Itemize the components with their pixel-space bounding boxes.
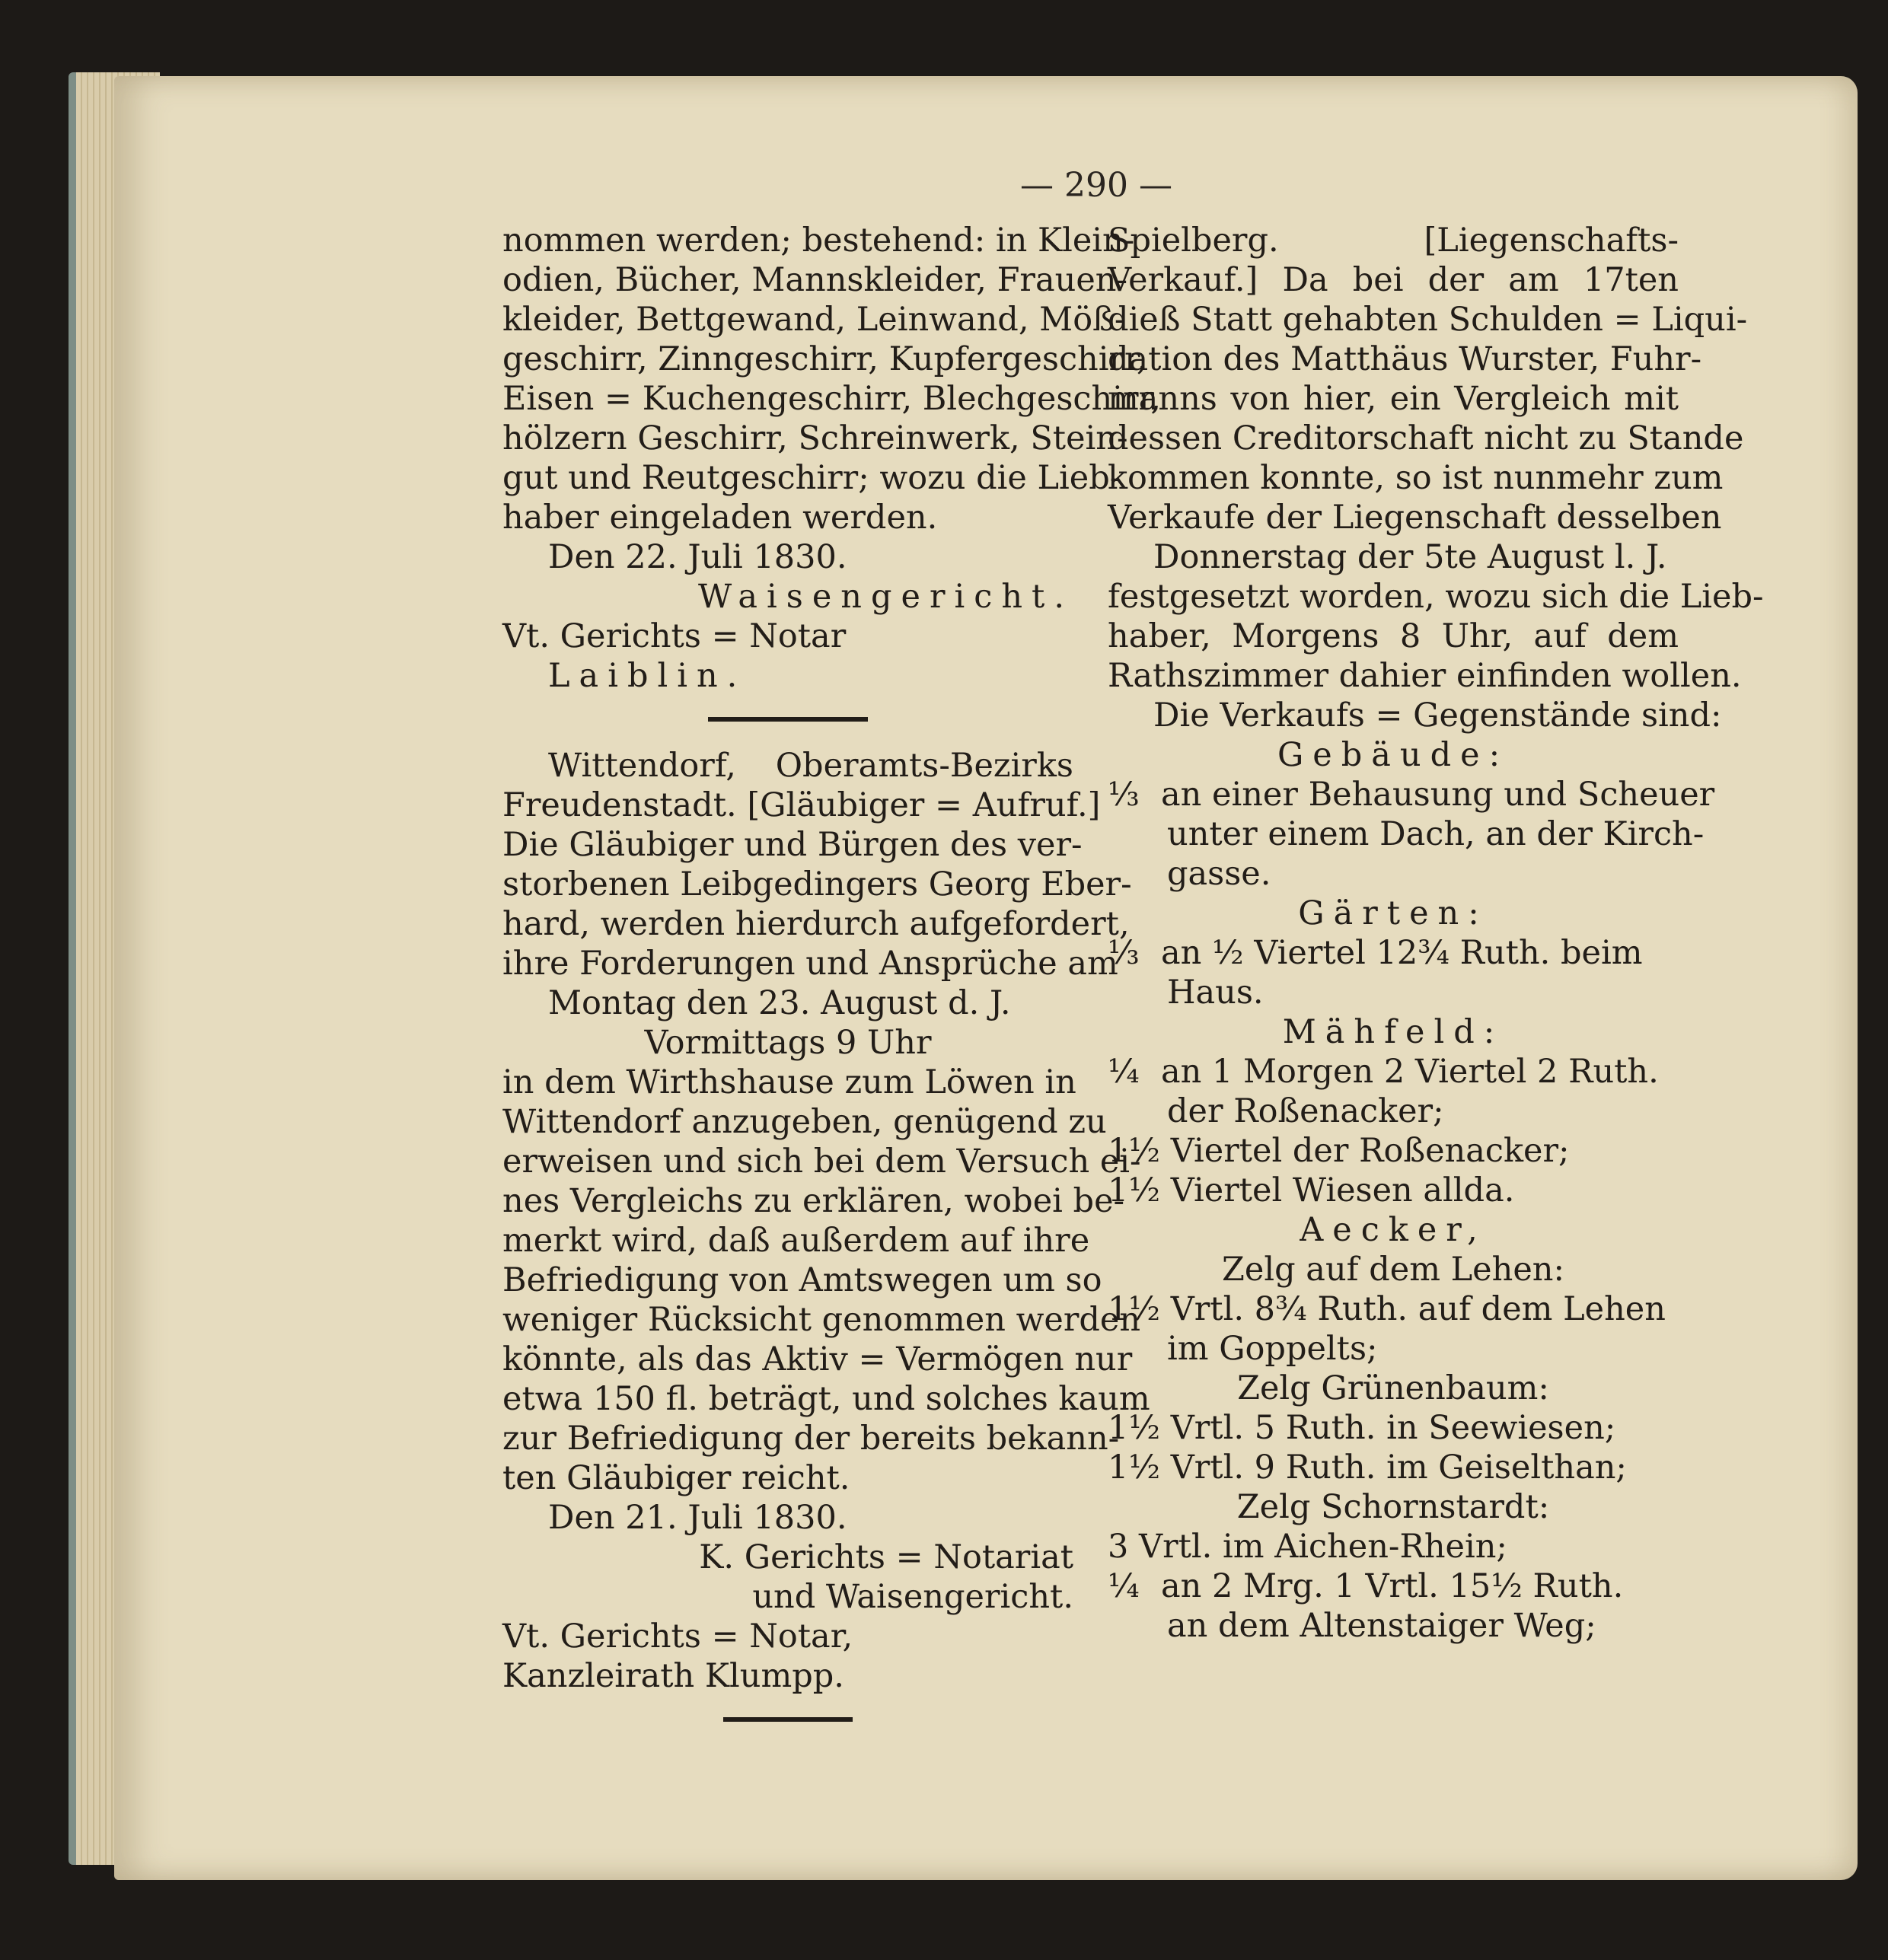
section-divider xyxy=(723,1717,853,1722)
page-number: — 290 — xyxy=(1020,166,1172,205)
text-line: nommen werden; bestehend: in Klein- xyxy=(502,221,1135,260)
text-line: merkt wird, daß außerdem auf ihre xyxy=(502,1222,1090,1260)
text-line: ten Gläubiger reicht. xyxy=(502,1459,850,1497)
time-line: Vormittags 9 Uhr xyxy=(644,1024,932,1062)
office-name: K. Gerichts = Notariat xyxy=(699,1538,1073,1576)
subsection-heading: Zelg Grünenbaum: xyxy=(1237,1369,1549,1407)
text-line: manns von hier, ein Vergleich mit xyxy=(1108,380,1679,418)
notice-heading: Wittendorf, Oberamts-Bezirks xyxy=(548,747,1073,785)
subsection-heading: Zelg Schornstardt: xyxy=(1236,1488,1550,1526)
text-line: dessen Creditorschaft nicht zu Stande xyxy=(1108,419,1744,457)
list-item: 1½ Viertel der Roßenacker; xyxy=(1108,1132,1570,1170)
text-line: gut und Reutgeschirr; wozu die Lieb- xyxy=(502,459,1121,497)
fraction: ⅓ xyxy=(1108,776,1140,814)
notary-title: Vt. Gerichts = Notar, xyxy=(502,1617,853,1656)
item-text: an 1 Morgen 2 Viertel 2 Ruth. xyxy=(1161,1053,1659,1091)
notice-spielberg xyxy=(1108,221,1764,1646)
text-line: weniger Rücksicht genommen werden xyxy=(502,1301,1141,1339)
item-continuation: unter einem Dach, an der Kirch- xyxy=(1167,815,1705,853)
text-line: hölzern Geschirr, Schreinwerk, Stein- xyxy=(502,419,1128,457)
notice-heading: Spielberg. [Liegenschafts- xyxy=(1108,221,1679,260)
date-line: Den 22. Juli 1830. xyxy=(548,538,847,576)
text-line: Freudenstadt. [Gläubiger = Aufruf.] xyxy=(502,786,1101,824)
item-continuation: gasse. xyxy=(1167,855,1271,893)
list-item: 3 Vrtl. im Aichen-Rhein; xyxy=(1108,1528,1507,1566)
text-line: kleider, Bettgewand, Leinwand, Möß- xyxy=(502,301,1126,339)
list-item: 1½ Vrtl. 8¾ Ruth. auf dem Lehen xyxy=(1108,1290,1666,1328)
date-line: Montag den 23. August d. J. xyxy=(548,984,1011,1022)
right-column xyxy=(1108,221,1764,1646)
text-line: Verkaufe der Liegenschaft desselben xyxy=(1108,499,1722,537)
text-line: Verkauf.] Da bei der am 17ten xyxy=(1108,261,1679,299)
item-continuation: an dem Altenstaiger Weg; xyxy=(1167,1607,1596,1645)
text-line: dation des Matthäus Wurster, Fuhr- xyxy=(1108,340,1702,378)
text-line: dieß Statt gehabten Schulden = Liqui- xyxy=(1108,301,1748,339)
office-name: Waisengericht. xyxy=(697,578,1073,616)
subsection-heading: Zelg auf dem Lehen: xyxy=(1222,1251,1564,1289)
item-text: an 2 Mrg. 1 Vrtl. 15½ Ruth. xyxy=(1161,1567,1624,1605)
text-line: geschirr, Zinngeschirr, Kupfergeschirr, xyxy=(502,340,1147,378)
list-item: 1½ Viertel Wiesen allda. xyxy=(1108,1171,1515,1209)
text-line: odien, Bücher, Mannskleider, Frauen- xyxy=(502,261,1127,299)
text-line: Wittendorf anzugeben, genügend zu xyxy=(502,1103,1107,1141)
section-heading: Mähfeld: xyxy=(1282,1013,1504,1051)
list-item xyxy=(1108,1052,1679,1092)
text-line: in dem Wirthshause zum Löwen in xyxy=(502,1063,1076,1101)
intro-paragraph xyxy=(502,221,1161,537)
notary-name: Laiblin. xyxy=(548,657,747,695)
notary-name: Kanzleirath Klumpp. xyxy=(502,1657,844,1695)
item-continuation: im Goppelts; xyxy=(1167,1330,1378,1368)
text-line: nes Vergleichs zu erklären, wobei be- xyxy=(502,1182,1125,1220)
text-line: erweisen und sich bei dem Versuch ei- xyxy=(502,1143,1141,1181)
text-line: könnte, als das Aktiv = Vermögen nur xyxy=(502,1340,1133,1378)
fraction: ¼ xyxy=(1108,1567,1140,1605)
date-line: Donnerstag der 5te August l. J. xyxy=(1153,538,1667,576)
item-continuation: Haus. xyxy=(1167,974,1264,1012)
list-item xyxy=(1108,1566,1679,1606)
text-line: etwa 150 fl. beträgt, und solches kaum xyxy=(502,1380,1150,1418)
section-heading: Aecker, xyxy=(1300,1211,1487,1249)
list-item: 1½ Vrtl. 5 Ruth. in Seewiesen; xyxy=(1108,1409,1616,1447)
text-line: kommen konnte, so ist nunmehr zum xyxy=(1108,459,1724,497)
fraction: ⅓ xyxy=(1108,934,1140,972)
office-name: und Waisengericht. xyxy=(752,1578,1073,1616)
item-text: an einer Behausung und Scheuer xyxy=(1161,776,1715,814)
text-line: storbenen Leibgedingers Georg Eber- xyxy=(502,865,1132,904)
section-heading: Gärten: xyxy=(1298,894,1488,932)
item-text: an ½ Viertel 12¾ Ruth. beim xyxy=(1161,934,1643,972)
text-line: Die Gläubiger und Bürgen des ver- xyxy=(502,826,1083,864)
text-line: Befriedigung von Amtswegen um so xyxy=(502,1261,1102,1299)
text-line: Rathszimmer dahier einfinden wollen. xyxy=(1108,657,1742,695)
item-continuation: der Roßenacker; xyxy=(1167,1092,1444,1130)
text-line: Die Verkaufs = Gegenstände sind: xyxy=(1153,696,1722,735)
section-heading: Gebäude: xyxy=(1277,736,1510,774)
date-line: Den 21. Juli 1830. xyxy=(548,1499,847,1537)
list-item xyxy=(1108,933,1679,973)
text-line: zur Befriedigung der bereits bekann- xyxy=(502,1420,1120,1458)
text-line: ihre Forderungen und Ansprüche am xyxy=(502,945,1118,983)
fraction: ¼ xyxy=(1108,1053,1140,1091)
text-line: Eisen = Kuchengeschirr, Blechgeschirr, xyxy=(502,380,1161,418)
section-divider xyxy=(708,717,868,722)
text-line: hard, werden hierdurch aufgefordert, xyxy=(502,905,1130,943)
list-item: 1½ Vrtl. 9 Ruth. im Geiselthan; xyxy=(1108,1448,1627,1487)
text-line: haber, Morgens 8 Uhr, auf dem xyxy=(1108,617,1679,655)
list-item xyxy=(1108,775,1715,814)
text-line: haber eingeladen werden. xyxy=(502,499,938,537)
notary-title: Vt. Gerichts = Notar xyxy=(502,617,847,655)
text-line: festgesetzt worden, wozu sich die Lieb- xyxy=(1108,578,1764,616)
